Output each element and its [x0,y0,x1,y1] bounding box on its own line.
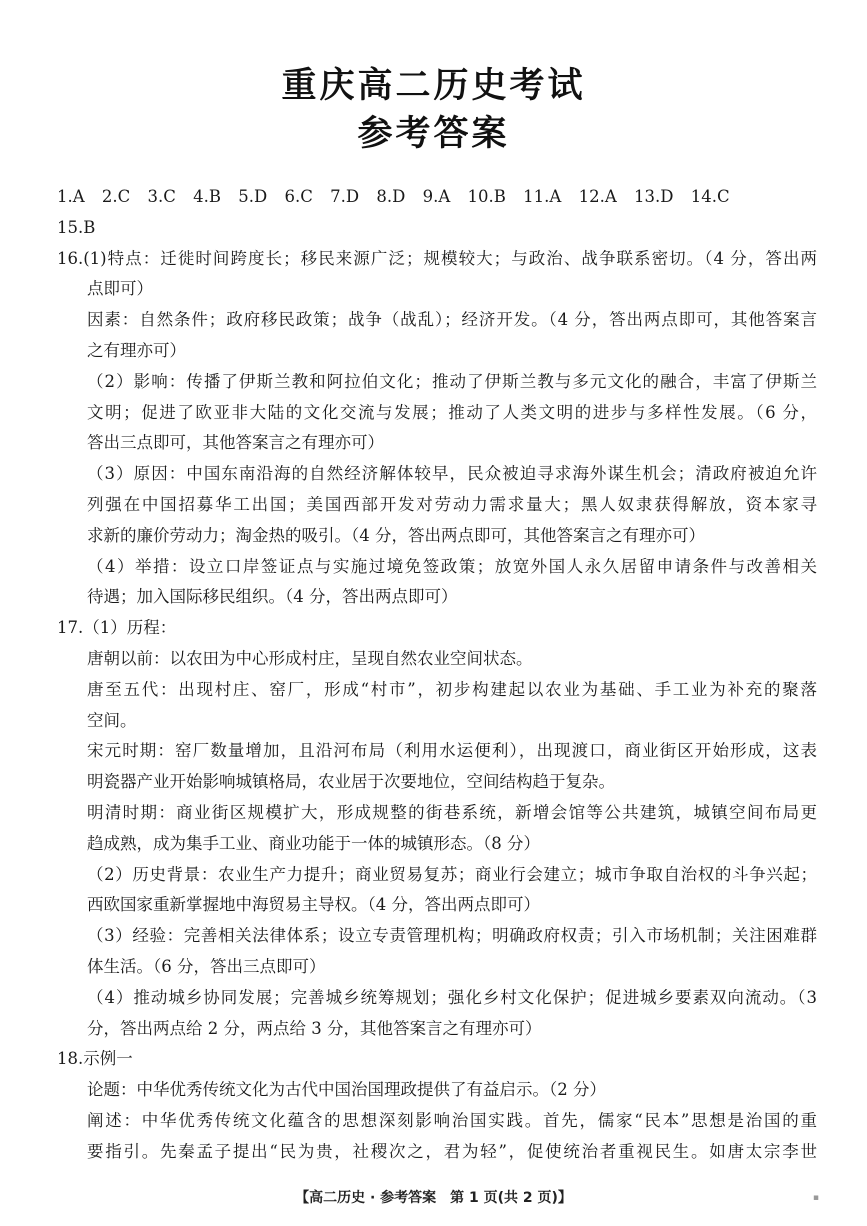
mc-answer: 6.C [284,187,313,206]
q17-line: 宋元时期：窑厂数量增加，且沿河布局（利用水运便利），出现渡口，商业街区开始形成，这表 [87,741,817,761]
mc-answer: 12.A [578,187,617,206]
q18-line: 18.示例一 [57,1049,133,1069]
q17-line: 西欧国家重新掌握地中海贸易主导权。（4 分，答出两点即可） [87,895,540,915]
mc-answer: 14.C [690,187,730,206]
scan-mark-icon: ▪ [812,1193,819,1203]
mc-answer: 4.B [193,187,222,206]
mc-answer: 5.D [238,187,268,206]
q18-line: 要指引。先秦孟子提出“民为贵，社稷次之，君为轻”，促使统治者重视民生。如唐太宗李世 [87,1141,817,1161]
mc-answer: 13.D [633,187,674,206]
q17-line: 分，答出两点给 2 分，两点给 3 分，其他答案言之有理亦可） [87,1018,542,1038]
q16-line: 文明；促进了欧亚非大陆的文化交流与发展；推动了人类文明的进步与多样性发展。（6 分， [87,402,817,422]
q17-line: （3）经验：完善相关法律体系；设立专责管理机构；明确政府权责；引入市场机制；关注困难群 [87,926,817,946]
mc-answer: 10.B [467,187,506,206]
q17-line: （2）历史背景：农业生产力提升；商业贸易复苏；商业行会建立；城市争取自治权的斗争兴起； [87,864,817,884]
mc-answer: 7.D [330,187,360,206]
page-subtitle: 参考答案 [357,114,510,154]
q17-line: 明清时期：商业街区规模扩大，形成规整的街巷系统，新增会馆等公共建筑，城镇空间布局更 [87,802,817,822]
q16-line: （3）原因：中国东南沿海的自然经济解体较早，民众被迫寻求海外谋生机会；清政府被迫允许 [87,464,817,484]
q16-line: （2）影响：传播了伊斯兰教和阿拉伯文化；推动了伊斯兰教与多元文化的融合，丰富了伊斯兰 [87,371,817,391]
mc-answer: 1.A [57,187,85,206]
q18-line: 论题：中华优秀传统文化为古代中国治国理政提供了有益启示。（2 分） [87,1080,606,1100]
page-title: 重庆高二历史考试 [281,66,586,106]
mc-answer: 2.C [101,187,131,206]
q17-line: 空间。 [87,710,137,730]
mc-answer: 15.B [57,217,96,237]
mc-answer: 3.C [147,187,176,206]
q17-line: 趋成熟，成为集手工业、商业功能于一体的城镇形态。（8 分） [87,833,540,853]
q16-line: 列强在中国招募华工出国；美国西部开发对劳动力需求量大；黑人奴隶获得解放，资本家寻 [87,494,817,514]
q16-line: 求新的廉价劳动力；淘金热的吸引。（4 分，答出两点即可，其他答案言之有理亦可） [87,525,705,545]
q17-line: 体生活。（6 分，答出三点即可） [87,956,326,976]
q17-line: （4）推动城乡协同发展；完善城乡统筹规划；强化乡村文化保护；促进城乡要素双向流动。（3 [87,987,817,1007]
mc-answers-row-2 [57,213,817,244]
page-footer: 【高二历史 · 参考答案 第 1 页(共 2 页)】 [295,1190,572,1206]
q16-line: 待遇；加入国际移民组织。（4 分，答出两点即可） [87,587,458,607]
q17-line: 唐至五代：出现村庄、窑厂，形成“村市”，初步构建起以农业为基础、手工业为补充的聚落 [87,679,817,699]
q17-line: 明瓷器产业开始影响城镇格局，农业居于次要地位，空间结构趋于复杂。 [87,772,615,792]
q17-line: 17.（1）历程： [57,618,177,638]
q16-line: 点即可） [87,279,153,299]
q17-line: 唐朝以前：以农田为中心形成村庄，呈现自然农业空间状态。 [87,648,533,668]
q16-line: （4）举措：设立口岸签证点与实施过境免签政策；放宽外国人永久居留申请条件与改善相关 [87,556,817,576]
mc-answer: 9.A [422,187,451,206]
q16-line: 因素：自然条件；政府移民政策；战争（战乱）；经济开发。（4 分，答出两点即可，其他答案言 [87,310,817,330]
mc-answers-row-1 [57,182,817,213]
q16-line: 之有理亦可） [87,340,186,360]
answer-content [57,182,817,1168]
q18-line: 阐述：中华优秀传统文化蕴含的思想深刻影响治国实践。首先，儒家“民本”思想是治国的重 [87,1110,817,1130]
mc-answer: 8.D [376,187,406,206]
q16-line: 16.(1)特点：迁徙时间跨度长；移民来源广泛；规模较大；与政治、战争联系密切。（4 分，答出两 [57,248,817,268]
mc-answer: 11.A [523,187,562,206]
q16-line: 答出三点即可，其他答案言之有理亦可） [87,433,384,453]
